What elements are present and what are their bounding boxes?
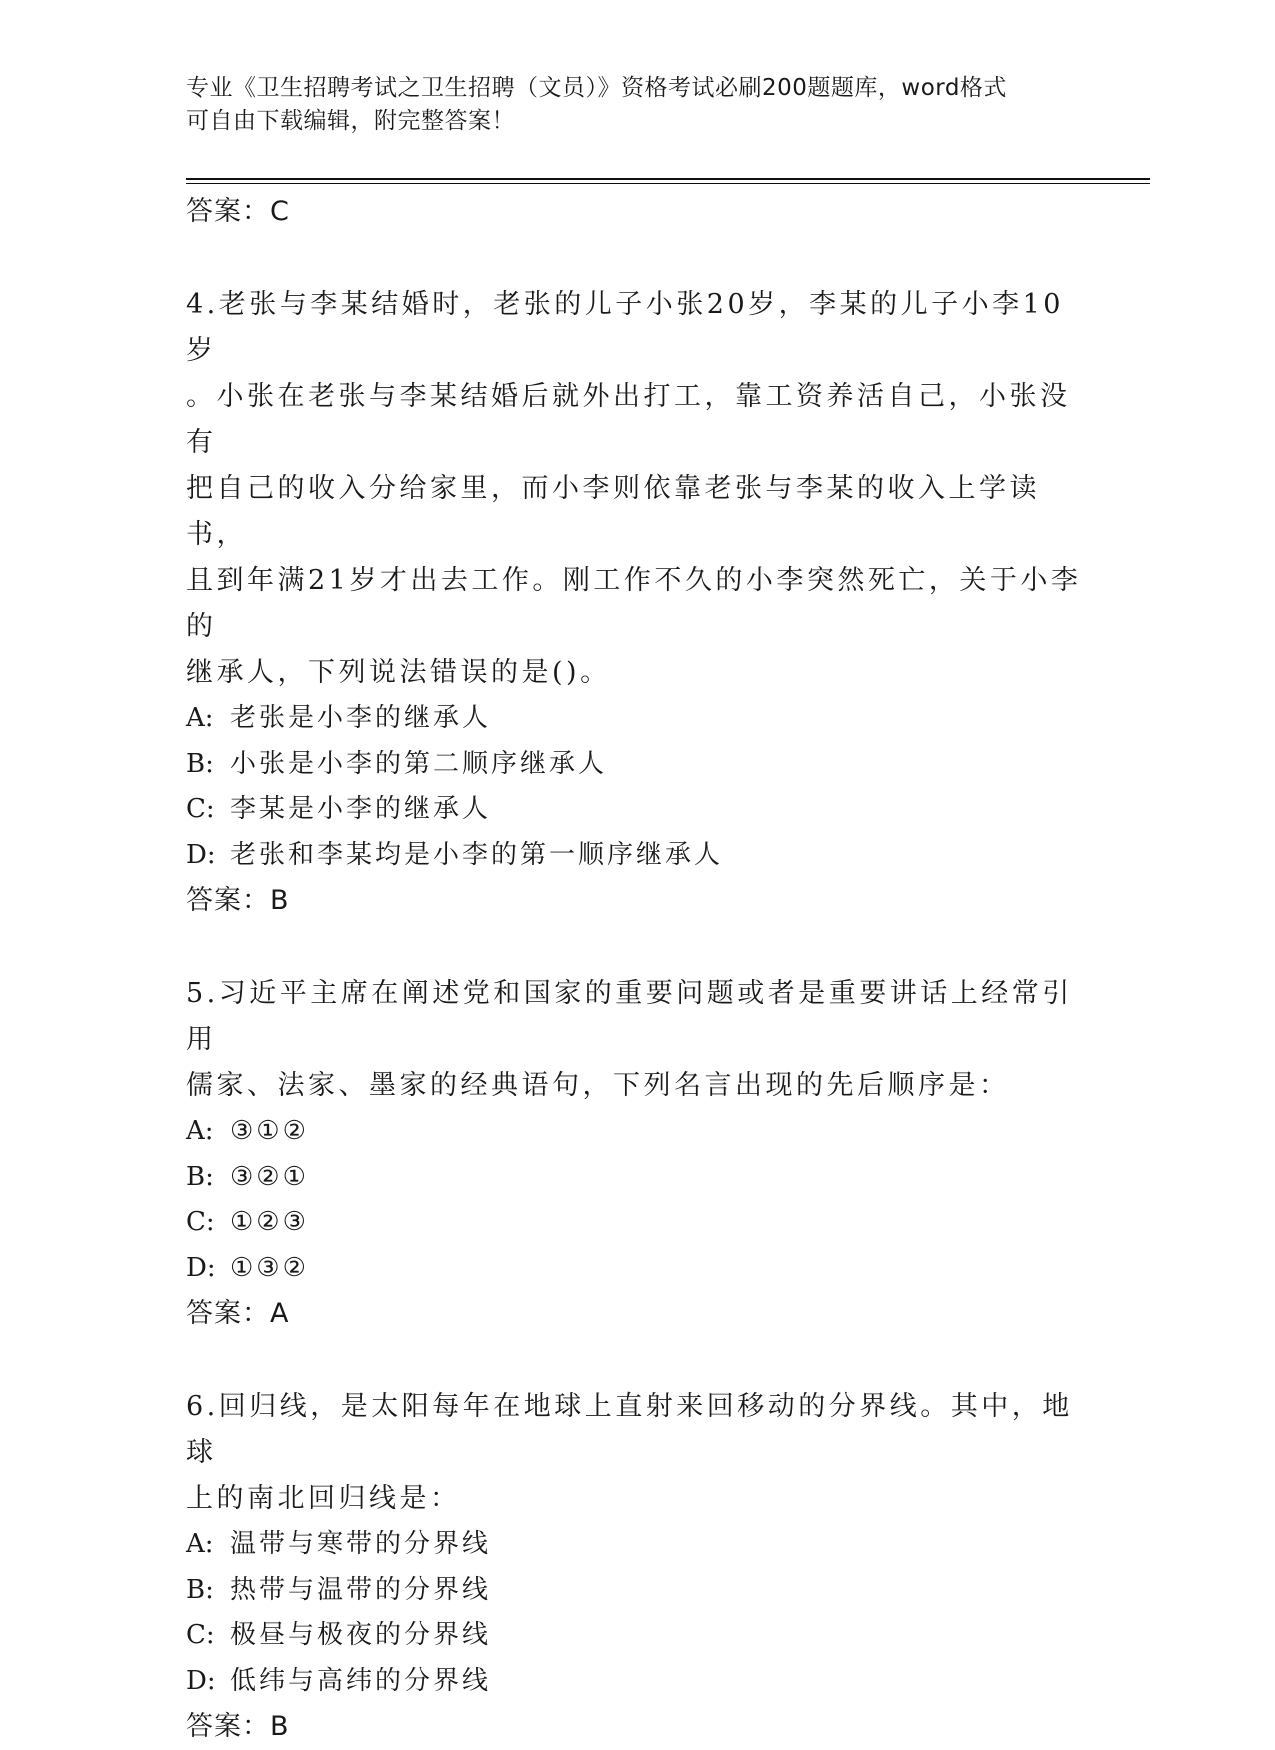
document-body <box>186 189 1086 1750</box>
option-text: 小张是小李的第二顺序继承人 <box>230 748 608 779</box>
option-a <box>186 1522 1086 1568</box>
option-key: B: <box>186 1161 214 1192</box>
option-d <box>186 833 1086 879</box>
question-line: 把自己的收入分给家里，而小李则依靠老张与李某的收入上学读书， <box>186 473 1040 550</box>
option-text: 热带与温带的分界线 <box>230 1574 492 1605</box>
option-text: 极昼与极夜的分界线 <box>230 1620 492 1650</box>
question-5 <box>186 971 1086 1337</box>
option-text: 李某是小李的继承人 <box>230 794 492 824</box>
option-key: D: <box>186 1252 216 1283</box>
option-text: ①②③ <box>230 1207 309 1237</box>
header-rule-thin <box>186 183 1150 184</box>
option-text: 老张是小李的继承人 <box>230 703 492 733</box>
header-rule-thick <box>186 178 1150 180</box>
option-text: 老张和李某均是小李的第一顺序继承人 <box>230 839 724 870</box>
option-key: B: <box>186 1574 214 1605</box>
option-text: 温带与寒带的分界线 <box>230 1529 492 1559</box>
option-c <box>186 1200 1086 1246</box>
option-key: A: <box>186 703 214 733</box>
option-text: ③②① <box>230 1161 309 1192</box>
option-key: A: <box>186 1529 214 1559</box>
option-a <box>186 1109 1086 1155</box>
option-key: C: <box>186 794 215 824</box>
option-b <box>186 1155 1086 1201</box>
question-line: 6.回归线，是太阳每年在地球上直射来回移动的分界线。其中，地球 <box>186 1391 1073 1468</box>
question-text <box>186 1384 1086 1522</box>
answer-line: 答案：C <box>186 196 290 227</box>
option-text: 低纬与高纬的分界线 <box>230 1665 492 1696</box>
option-key: D: <box>186 1665 216 1696</box>
option-text: ①③② <box>230 1252 309 1283</box>
question-line: 且到年满21岁才出去工作。刚工作不久的小李突然死亡，关于小李的 <box>186 565 1082 642</box>
option-key: C: <box>186 1620 215 1650</box>
option-key: B: <box>186 748 214 779</box>
option-c <box>186 1613 1086 1659</box>
question-6 <box>186 1384 1086 1750</box>
option-a <box>186 696 1086 742</box>
answer-line: 答案：B <box>186 885 290 916</box>
option-key: C: <box>186 1207 215 1237</box>
question-line: 上的南北回归线是： <box>186 1483 461 1514</box>
header-line-2: 可自由下载编辑，附完整答案！ <box>186 108 515 134</box>
header-line-1: 专业《卫生招聘考试之卫生招聘（文员）》资格考试必刷200题题库，word格式 <box>186 75 1007 101</box>
question-text <box>186 971 1086 1109</box>
option-key: D: <box>186 839 216 870</box>
option-b <box>186 742 1086 788</box>
question-line: 儒家、法家、墨家的经典语句，下列名言出现的先后顺序是： <box>186 1070 1010 1101</box>
option-d <box>186 1246 1086 1292</box>
option-key: A: <box>186 1116 214 1146</box>
document-header <box>186 72 1086 138</box>
answer-line: 答案：A <box>186 1298 290 1329</box>
question-line: 4.老张与李某结婚时，老张的儿子小张20岁，李某的儿子小李10岁 <box>186 289 1064 366</box>
option-d <box>186 1659 1086 1705</box>
option-text: ③①② <box>230 1116 309 1146</box>
question-line: 。小张在老张与李某结婚后就外出打工，靠工资养活自己，小张没有 <box>186 381 1071 458</box>
option-c <box>186 787 1086 833</box>
question-line: 继承人，下列说法错误的是()。 <box>186 657 611 688</box>
answer-line: 答案：B <box>186 1711 290 1742</box>
question-text <box>186 282 1086 696</box>
question-4 <box>186 282 1086 924</box>
option-b <box>186 1568 1086 1614</box>
question-line: 5.习近平主席在阐述党和国家的重要问题或者是重要讲话上经常引用 <box>186 978 1073 1055</box>
